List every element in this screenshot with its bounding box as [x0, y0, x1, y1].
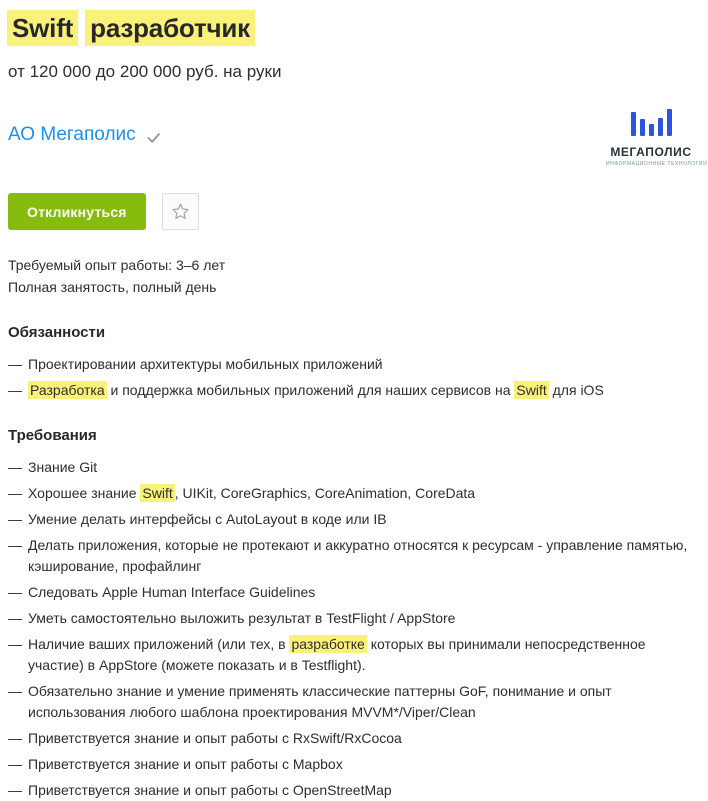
company-link[interactable]: АО Мегаполис [8, 124, 136, 145]
list-item-text: Следовать Apple Human Interface Guidelines [28, 584, 316, 600]
check-icon [145, 129, 162, 146]
bullet-dash: — [8, 782, 22, 798]
list-item [8, 728, 698, 749]
apply-button[interactable]: Откликнуться [8, 193, 146, 230]
list-item-text: Умение делать интерфейсы с AutoLayout в коде или IB [28, 511, 387, 527]
star-icon [170, 201, 191, 222]
bullet-dash: — [8, 537, 22, 553]
highlighted-text: Swift [142, 485, 173, 501]
bullet-dash: — [8, 459, 22, 475]
company-logo[interactable] [606, 108, 708, 167]
list-item [8, 634, 698, 676]
list-item [8, 354, 698, 375]
logo-bar [640, 119, 645, 136]
list-item [8, 483, 698, 504]
list-item [8, 509, 698, 530]
logo-bar [658, 118, 663, 136]
list-item-text: Обязательно знание и умение применять классические паттерны GoF, понимание и опыт использования любого шаблона проектирования MVVM*/Viper/Clean [28, 683, 612, 720]
vacancy-title [7, 8, 698, 48]
list-item-text: Уметь самостоятельно выложить результат в TestFlight / AppStore [28, 610, 456, 626]
bullet-dash: — [8, 610, 22, 626]
list-item-text: Делать приложения, которые не протекают и аккуратно относятся к ресурсам - управление памятью, кэширование, профайлинг [28, 537, 688, 574]
list-item [8, 535, 698, 577]
bullet-dash: — [8, 356, 22, 372]
bullet-dash: — [8, 636, 22, 652]
highlighted-text: разработке [291, 636, 365, 652]
list-item [8, 582, 698, 603]
favorite-button[interactable] [162, 193, 199, 230]
list-item [8, 780, 698, 801]
bullet-dash: — [8, 683, 22, 699]
highlighted-text: Swift [7, 10, 78, 46]
logo-bar [667, 109, 672, 136]
list-item-text: Разработка и поддержка мобильных приложений для наших сервисов на Swift для iOS [30, 382, 604, 398]
bullet-dash: — [8, 511, 22, 527]
company-row [8, 124, 698, 146]
list-item [8, 754, 698, 775]
logo-tagline: ИНФОРМАЦИОННЫЕ ТЕХНОЛОГИИ [606, 161, 708, 167]
list-item [8, 681, 698, 723]
highlighted-text: Swift [516, 382, 547, 398]
bullet-dash: — [8, 382, 22, 398]
list-item-text: Приветствуется знание и опыт работы с OpenStreetMap [28, 782, 392, 798]
list-item-text: Приветствуется знание и опыт работы с RxSwift/RxCocoa [28, 730, 402, 746]
logo-bar [631, 112, 636, 136]
vacancy-details [8, 254, 698, 298]
experience-line: Требуемый опыт работы: 3–6 лет [8, 257, 226, 273]
bullet-dash: — [8, 756, 22, 772]
logo-brand: МЕГАПОЛИС [610, 145, 692, 159]
logo-bar [649, 124, 654, 136]
list-item-text: Приветствуется знание и опыт работы с Mapbox [28, 756, 343, 772]
list-item-text: Проектировании архитектуры мобильных приложений [28, 356, 383, 372]
bullet-dash: — [8, 730, 22, 746]
bullet-dash: — [8, 584, 22, 600]
section-heading: Обязанности [8, 324, 106, 341]
bullet-dash: — [8, 485, 22, 501]
list-item [8, 608, 698, 629]
logo-bars-icon [606, 108, 696, 136]
list-item [8, 380, 698, 401]
highlighted-text: Разработка [30, 382, 105, 398]
list-item-text: Хорошее знание Swift , UIKit, CoreGraphics, CoreAnimation, CoreData [28, 485, 476, 501]
list-item-text: Наличие ваших приложений (или тех, в разработке которых вы принимали непосредственное участие) в AppStore (можете показать и в Testflight). [28, 636, 646, 673]
vacancy-sections [8, 324, 698, 801]
salary: от 120 000 до 200 000 руб. на руки [8, 62, 282, 81]
section-heading: Требования [8, 427, 97, 444]
highlighted-text: разработчик [85, 10, 255, 46]
list-item-text: Знание Git [28, 459, 98, 475]
list-item [8, 457, 698, 478]
employment-line: Полная занятость, полный день [8, 279, 217, 295]
action-bar [8, 193, 698, 230]
